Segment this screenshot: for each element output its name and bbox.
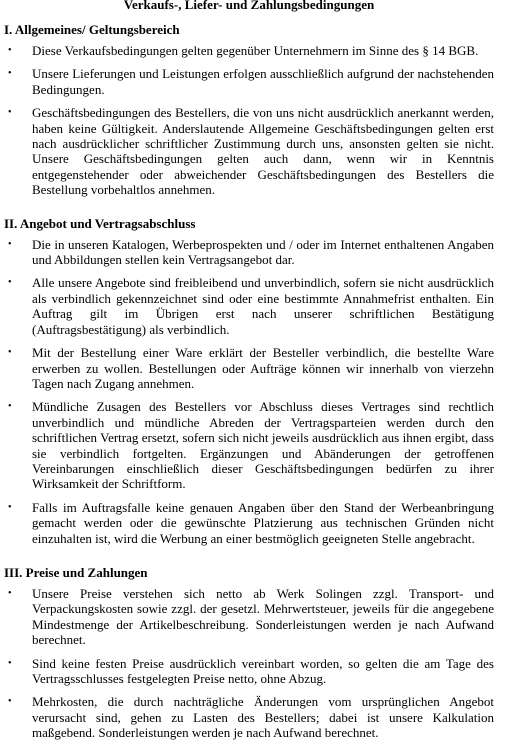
- bullet-icon: •: [8, 401, 12, 413]
- section-heading: III. Preise und Zahlungen: [4, 564, 148, 580]
- section-heading: II. Angebot und Vertragsabschluss: [4, 215, 196, 231]
- list-item: [4, 345, 494, 391]
- bullet-icon: •: [8, 657, 12, 669]
- bullet-icon: •: [8, 696, 12, 708]
- list-item: [4, 105, 494, 197]
- list-item-text: Sind keine festen Preise ausdrücklich vereinbart worden, so gelten die am Tage des Vertragsschlusses festgelegten Preise netto, ohne Abzug.: [32, 655, 494, 686]
- list-item-text: Geschäftsbedingungen des Bestellers, die von uns nicht ausdrücklich anerkannt werden, haben keine Gültigkeit. Anderslautende Allgemeine Geschäftsbedingungen gelten erst nach ausdrücklicher schriftlicher Zustimmung durch uns, ansonsten gelten sie nicht. Unsere Geschäftsbedingungen gelten auch dann, wenn wir in Kenntnis entgegenstehender oder abweichender Geschäftsbedingungen des Bestellers die Bestellung vorbehaltlos annehmen.: [32, 105, 494, 198]
- list-item-text: Mündliche Zusagen des Bestellers vor Abschluss dieses Vertrages sind rechtlich unverbindlich und mündliche Abreden der Vertragsparteien werden durch den schriftlichen Vertrag ersetzt, sofern sich nicht jeweils ausdrücklich aus ihnen ergibt, dass sie verbindlich fortgelten. Ergänzungen und Abänderungen der getroffenen Vereinbarungen einschließlich dieser Geschäftsbedingungen bedürfen zu ihrer Wirksamkeit der Schriftform.: [32, 399, 494, 492]
- bullet-list: [4, 586, 494, 741]
- bullet-icon: •: [8, 68, 12, 80]
- bullet-list: [4, 237, 494, 546]
- bullet-icon: •: [8, 277, 12, 289]
- list-item: [4, 43, 494, 58]
- bullet-icon: •: [8, 347, 12, 359]
- list-item-text: Mehrkosten, die durch nachträgliche Änderungen vom ursprünglichen Angebot verursacht sind, gehen zu Lasten des Bestellers; dabei ist unsere Kalkulation maßgebend. Sonderleistungen werden je nach Aufwand berechnet.: [32, 694, 494, 741]
- list-item: [4, 275, 494, 337]
- section-heading: I. Allgemeines/ Geltungsbereich: [4, 22, 180, 37]
- bullet-list: [4, 43, 494, 198]
- bullet-icon: •: [8, 238, 12, 250]
- list-item-text: Die in unseren Katalogen, Werbeprospekten und / oder im Internet enthaltenen Angaben und Abbildungen stellen kein Vertragsangebot dar.: [32, 236, 494, 268]
- list-item-text: Alle unsere Angebote sind freibleibend und unverbindlich, sofern sie nicht ausdrücklich als verbindlich gekennzeichnet sind oder eine bestimmte Annahmefrist enthalten. Ein Auftrag gilt im Übrigen erst nach unserer schriftlichen Bestätigung (Auftragsbestätigung) als verbindlich.: [32, 275, 494, 337]
- bullet-icon: •: [8, 45, 12, 56]
- list-item-text: Falls im Auftragsfalle keine genauen Angaben über den Stand der Werbeanbringung gemacht werden oder die gewünschte Platzierung aus technischen Gründen nicht einzuhalten ist, wird die Werbung an einer bestmöglich geeigneten Stelle angebracht.: [32, 499, 494, 546]
- list-item-text: Diese Verkaufsbedingungen gelten gegenüber Unternehmern im Sinne des § 14 BGB.: [32, 43, 479, 58]
- list-item: [4, 500, 494, 546]
- list-item-text: Unsere Lieferungen und Leistungen erfolgen ausschließlich aufgrund der nachstehenden Bedingungen.: [32, 66, 494, 97]
- list-item: [4, 694, 494, 740]
- bullet-icon: •: [8, 587, 12, 599]
- list-item-text: Unsere Preise verstehen sich netto ab Werk Solingen zzgl. Transport- und Verpackungskosten sowie zzgl. der gesetzl. Mehrwertsteuer, jeweils für die angegebene Mindestmenge der Artikelbeschreibung. Sonderleistungen werden je nach Aufwand berechnet.: [32, 585, 494, 648]
- section-general: [4, 22, 494, 198]
- document-title: Verkaufs-, Liefer- und Zahlungsbedingungen: [123, 0, 375, 12]
- section-prices-payments: [4, 565, 494, 741]
- list-item-text: Mit der Bestellung einer Ware erklärt der Besteller verbindlich, die bestellte Ware erwerben zu wollen. Bestellungen oder Aufträge können wir innerhalb von vierzehn Tagen nach Zugang annehmen.: [32, 345, 494, 391]
- list-item: [4, 237, 494, 268]
- list-item: [4, 586, 494, 648]
- list-item: [4, 656, 494, 687]
- bullet-icon: •: [8, 501, 12, 513]
- list-item: [4, 66, 494, 97]
- list-item: [4, 399, 494, 491]
- section-offer-contract: [4, 216, 494, 546]
- bullet-icon: •: [8, 107, 12, 119]
